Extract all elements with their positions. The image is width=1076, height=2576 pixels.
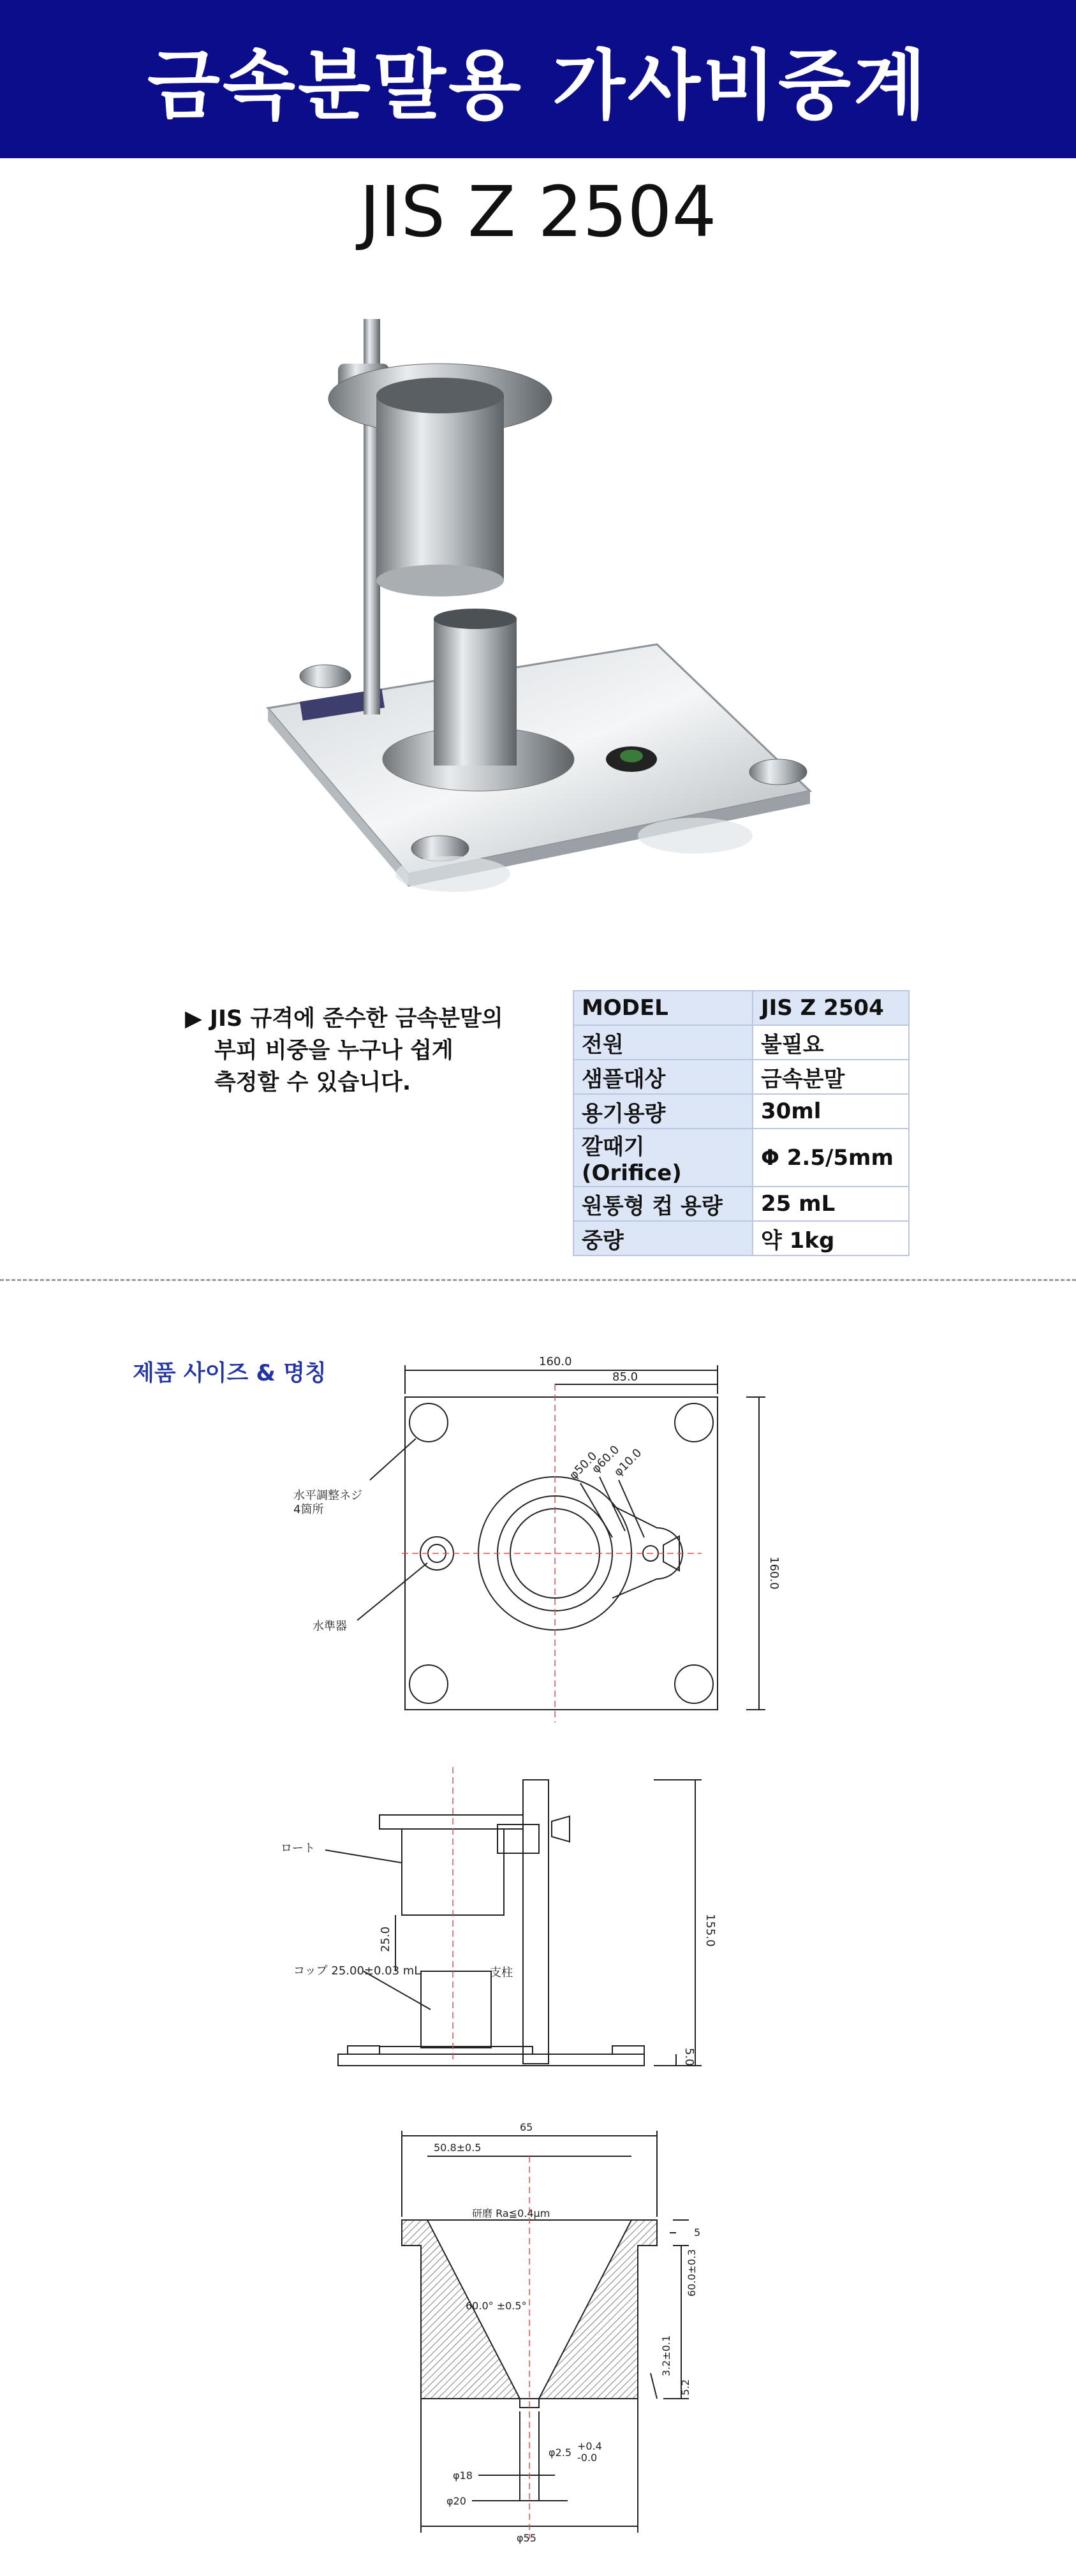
label-polish: 研磨 Ra≦0.4μm xyxy=(472,2207,550,2219)
funnel-section-drawing xyxy=(357,2118,727,2552)
label-level: 水準器 xyxy=(313,1620,347,1633)
dim-d20: φ20 xyxy=(446,2495,466,2507)
dim-orifice-tol-up: +0.4 xyxy=(577,2440,602,2452)
dim-rim: 5 xyxy=(694,2226,701,2239)
dim-width: 160.0 xyxy=(539,1355,572,1368)
dim-angle: 60.0° ±0.5° xyxy=(466,2300,527,2312)
label-cup: コップ 25.00±0.03 mL xyxy=(293,1964,421,1978)
dim-orifice-tol-down: -0.0 xyxy=(577,2452,598,2464)
dim-3-2: 3.2±0.1 xyxy=(660,2335,672,2376)
dim-orifice: φ2.5 xyxy=(549,2446,571,2459)
section-divider xyxy=(0,1279,1076,1281)
description-line-1: ▶ JIS 규격에 준수한 금속분말의 xyxy=(185,1003,542,1035)
table-row xyxy=(573,1221,909,1255)
table-row xyxy=(573,1129,909,1187)
spec-value: Φ 2.5/5mm xyxy=(753,1129,909,1187)
title-banner xyxy=(0,0,1076,158)
product-photo xyxy=(249,300,823,912)
spec-key: 샘플대상 xyxy=(573,1060,753,1094)
table-row xyxy=(573,991,909,1025)
spec-value: 불필요 xyxy=(753,1025,909,1060)
spec-value: 금속분말 xyxy=(753,1060,909,1094)
spec-value: JIS Z 2504 xyxy=(753,991,909,1025)
description-line-2: 부피 비중을 누구나 쉽게 xyxy=(214,1038,453,1063)
spec-key: MODEL xyxy=(573,991,753,1025)
top-view-drawing xyxy=(255,1346,829,1742)
dim-5-2: 5.2 xyxy=(679,2379,691,2395)
dim-inner-diameter: 50.8±0.5 xyxy=(434,2142,482,2154)
table-row xyxy=(573,1025,909,1060)
dim-d10: φ10.0 xyxy=(611,1446,645,1479)
table-row xyxy=(573,1060,909,1094)
spec-key: 용기용량 xyxy=(573,1094,753,1129)
spec-key: 중량 xyxy=(573,1221,753,1255)
spec-key: 원통형 컵 용량 xyxy=(573,1187,753,1221)
dim-base: 5.0 xyxy=(682,2048,696,2066)
dim-d50: φ50.0 xyxy=(566,1449,600,1483)
dim-height: 160.0 xyxy=(767,1557,781,1590)
table-row xyxy=(573,1187,909,1221)
section-title: 제품 사이즈 & 명칭 xyxy=(133,1361,327,1386)
dim-d55: φ55 xyxy=(517,2532,536,2544)
dim-d18: φ18 xyxy=(453,2469,473,2482)
label-column: 支柱 xyxy=(490,1966,513,1980)
spec-table xyxy=(573,990,910,1256)
spec-value: 30ml xyxy=(753,1094,909,1129)
label-four-places: 4箇所 xyxy=(293,1503,324,1516)
dim-gap: 25.0 xyxy=(379,1926,392,1952)
dim-center: 85.0 xyxy=(612,1370,638,1384)
dim-top-width: 65 xyxy=(520,2121,533,2133)
label-leveling-screws: 水平調整ネジ xyxy=(293,1489,362,1502)
dim-total-height: 60.0±0.3 xyxy=(686,2249,698,2297)
standard-subtitle: JIS Z 2504 xyxy=(359,171,717,253)
spec-key: 전원 xyxy=(573,1025,753,1060)
dim-height: 155.0 xyxy=(704,1914,717,1947)
page-title: 금속분말용 가사비중계 xyxy=(147,41,929,130)
spec-value: 25 mL xyxy=(753,1187,909,1221)
side-view-drawing xyxy=(268,1761,791,2105)
product-description xyxy=(185,1003,542,1099)
table-row xyxy=(573,1094,909,1129)
spec-key: 깔때기(Orifice) xyxy=(573,1129,753,1187)
description-line-3: 측정할 수 있습니다. xyxy=(214,1070,411,1095)
spec-value: 약 1kg xyxy=(753,1221,909,1255)
label-funnel: ロート xyxy=(281,1842,315,1855)
dim-d60: φ60.0 xyxy=(589,1442,623,1476)
